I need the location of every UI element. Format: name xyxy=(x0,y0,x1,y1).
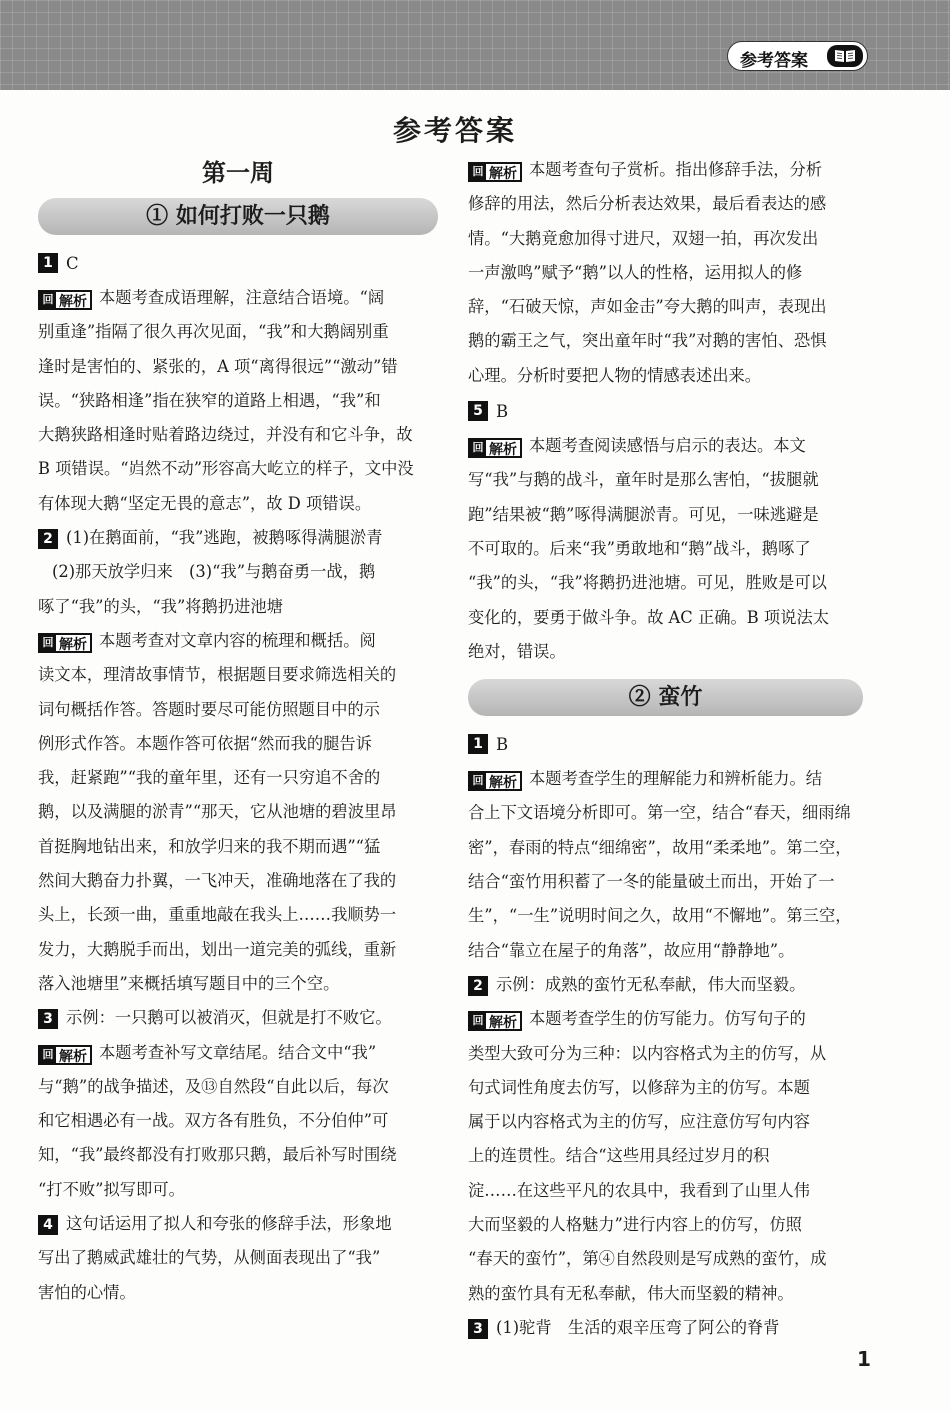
analysis-tag: 回 解析 xyxy=(468,438,522,458)
analysis-line: 鹅，以及满腿的淤青”“那天，它从池塘的碧波里昂 xyxy=(38,802,397,822)
answer-line: 害怕的心情。 xyxy=(38,1282,136,1302)
answer-q1 xyxy=(38,245,438,281)
analysis-tag: 回 解析 xyxy=(38,1045,92,1065)
analysis-line: 跑”结果被“鹅”啄得满腿淤青。可见，一味逃避是 xyxy=(468,504,819,524)
answer-text: C xyxy=(66,253,79,273)
answer-q3: 3 示例：一只鹅可以被消灭，但就是打不败它。 xyxy=(38,1001,438,1035)
section-heading: ① 如何打败一只鹅 xyxy=(38,198,438,235)
analysis-line: 回 解析 本题考查学生的理解能力和辨析能力。结 xyxy=(468,762,871,796)
analysis-line: 有体现大鹅“坚定无畏的意志”，故 D 项错误。 xyxy=(38,493,372,513)
analysis-line: 修辞的用法，然后分析表达效果，最后看表达的感 xyxy=(468,194,827,214)
analysis-line: 首挺胸地钻出来，和放学归来的我不期而遇”“猛 xyxy=(38,836,381,856)
section-badge xyxy=(727,41,868,71)
analysis-line: 回 解析 本题考查对文章内容的梳理和概括。阅 xyxy=(38,624,438,658)
analysis-line: 然间大鹅奋力扑翼，一飞冲天，准确地落在了我的 xyxy=(38,871,397,891)
analysis-line: 我，赶紧跑”“我的童年里，还有一只穷追不舍的 xyxy=(38,768,381,788)
analysis-line: 结合“靠立在屋子的角落”，故应用“静静地”。 xyxy=(468,940,795,960)
left-column xyxy=(38,150,438,1310)
analysis-line: 读文本，理清故事情节，根据题目要求筛选相关的 xyxy=(38,665,397,685)
week-title: 第一周 xyxy=(202,158,274,187)
analysis-line: 头上，长颈一曲，重重地敲在我头上……我顺势一 xyxy=(38,905,397,925)
badge-label: 参考答案 xyxy=(740,51,808,71)
question-number: 5 xyxy=(468,401,488,421)
analysis-line: 回 解析 本题考查阅读感悟与启示的表达。本文 xyxy=(468,429,871,463)
analysis-line: 情。“大鹅竟愈加得寸进尺，双翅一拍，再次发出 xyxy=(468,228,819,248)
analysis-line: 句式词性角度去仿写，以修辞为主的仿写。本题 xyxy=(468,1077,810,1097)
question-number: 1 xyxy=(38,253,58,273)
analysis-line: 回 解析 本题考查句子赏析。指出修辞手法，分析 xyxy=(468,153,871,187)
question-number: 3 xyxy=(468,1319,488,1339)
analysis-line: 写“我”与鹅的战斗，童年时是那么害怕，“拔腿就 xyxy=(468,470,819,490)
analysis-tag: 回 解析 xyxy=(468,162,522,182)
analysis-line: 与“鹅”的战争描述，及⑬自然段“自此以后，每次 xyxy=(38,1076,389,1096)
page-title: 参考答案 xyxy=(392,114,517,147)
analysis-line: 上的连贯性。结合“这些用具经过岁月的积 xyxy=(468,1146,770,1166)
analysis-line: 一声激鸣”赋予“鹅”以人的性格，运用拟人的修 xyxy=(468,262,803,282)
analysis-line: 知，“我”最终都没有打败那只鹅，最后补写时围绕 xyxy=(38,1145,397,1165)
analysis-line: 变化的，要勇于做斗争。故 AC 正确。B 项说法太 xyxy=(468,607,830,627)
analysis-line: 回 解析 本题考查学生的仿写能力。仿写句子的 xyxy=(468,1002,871,1036)
answer-line: 写出了鹅威武雄壮的气势，从侧面表现出了“我” xyxy=(38,1248,381,1268)
analysis-line: 绝对，错误。 xyxy=(468,641,566,661)
analysis-line: 词句概括作答。答题时要尽可能仿照题目中的示 xyxy=(38,699,380,719)
analysis-line: 逢时是害怕的、紧张的，A 项“离得很远”“激动”错 xyxy=(38,356,398,376)
section-heading: ② 蛮竹 xyxy=(468,679,863,716)
analysis-line: 不可取的。后来“我”勇敢地和“鹅”战斗，鹅啄了 xyxy=(468,538,811,558)
analysis-line: 大鹅狭路相逢时贴着路边绕过，并没有和它斗争，故 xyxy=(38,425,413,445)
answer-q1: 1 B xyxy=(468,726,871,762)
analysis-line: “春天的蛮竹”，第④自然段则是写成熟的蛮竹，成 xyxy=(468,1249,827,1269)
book-icon xyxy=(827,45,863,67)
analysis-line: 鹅的霸王之气，突出童年时“我”对鹅的害怕、恐惧 xyxy=(468,331,827,351)
analysis-line: 合上下文语境分析即可。第一空，结合“春天，细雨绵 xyxy=(468,803,851,823)
analysis-line: 辞，“石破天惊，声如金击”夸大鹅的叫声，表现出 xyxy=(468,297,827,317)
analysis-line: 结合“蛮竹用积蓄了一冬的能量破土而出，开始了一 xyxy=(468,872,835,892)
answer-line: 啄了“我”的头，“我”将鹅扔进池塘 xyxy=(38,596,283,616)
analysis-line: 密”，春雨的特点“细绵密”，故用“柔柔地”。第二空， xyxy=(468,837,852,857)
analysis-line: 别重逢”指隔了很久再次见面，“我”和大鹅阔别重 xyxy=(38,322,389,342)
question-number: 2 xyxy=(468,976,488,996)
analysis-line: 淀……在这些平凡的农具中，我看到了山里人伟 xyxy=(468,1180,810,1200)
analysis-tag: 回 解析 xyxy=(468,771,522,791)
analysis-tag: 回 解析 xyxy=(38,290,92,310)
answer-q3: 3 (1)驼背 生活的艰辛压弯了阿公的脊背 xyxy=(468,1311,871,1345)
analysis-line: 类型大致可分为三种：以内容格式为主的仿写，从 xyxy=(468,1043,827,1063)
question-number: 1 xyxy=(468,734,488,754)
analysis-line: 和它相遇必有一战。双方各有胜负，不分伯仲”可 xyxy=(38,1111,389,1131)
page-number: 1 xyxy=(857,1347,871,1371)
analysis-line: 回 解析 本题考查补写文章结尾。结合文中“我” xyxy=(38,1036,438,1070)
analysis-tag: 回 解析 xyxy=(38,633,92,653)
analysis-line: B 项错误。“岿然不动”形容高大屹立的样子，文中没 xyxy=(38,459,414,479)
question-number: 2 xyxy=(38,529,58,549)
analysis-line: 熟的蛮竹具有无私奉献，伟大而坚毅的精神。 xyxy=(468,1283,794,1303)
analysis-line: “打不败”拟写即可。 xyxy=(38,1179,185,1199)
analysis-line: 误。“狭路相逢”指在狭窄的道路上相遇，“我”和 xyxy=(38,390,381,410)
analysis-line: 例形式作答。本题作答可依据“然而我的腿告诉 xyxy=(38,733,372,753)
analysis-line: 落入池塘里”来概括填写题目中的三个空。 xyxy=(38,973,340,993)
analysis-line: 大而坚毅的人格魅力”进行内容上的仿写，仿照 xyxy=(468,1215,802,1235)
analysis-line: 生”，“一生”说明时间之久，故用“不懈地”。第三空， xyxy=(468,906,852,926)
analysis-line: 回 解析 本题考查成语理解，注意结合语境。“阔 xyxy=(38,281,438,315)
header-bar xyxy=(0,0,950,90)
answer-q2: 2 (1)在鹅面前，“我”逃跑，被鹅啄得满腿淤青 xyxy=(38,521,438,555)
analysis-tag: 回 解析 xyxy=(468,1011,522,1031)
right-column xyxy=(468,153,871,1345)
analysis-line: 发力，大鹅脱手而出，划出一道完美的弧线，重新 xyxy=(38,939,397,959)
answer-line: (2)那天放学归来 (3)“我”与鹅奋勇一战，鹅 xyxy=(52,562,376,582)
answer-q2: 2 示例：成熟的蛮竹无私奉献，伟大而坚毅。 xyxy=(468,968,871,1002)
question-number: 4 xyxy=(38,1215,58,1235)
analysis-line: 心理。分析时要把人物的情感表述出来。 xyxy=(468,365,762,385)
analysis-line: “我”的头，“我”将鹅扔进池塘。可见，胜败是可以 xyxy=(468,573,827,593)
answer-q5: 5 B xyxy=(468,393,871,429)
question-number: 3 xyxy=(38,1009,58,1029)
analysis-line: 属于以内容格式为主的仿写，应注意仿写句内容 xyxy=(468,1112,810,1132)
answer-q4: 4 这句话运用了拟人和夸张的修辞手法，形象地 xyxy=(38,1207,438,1241)
